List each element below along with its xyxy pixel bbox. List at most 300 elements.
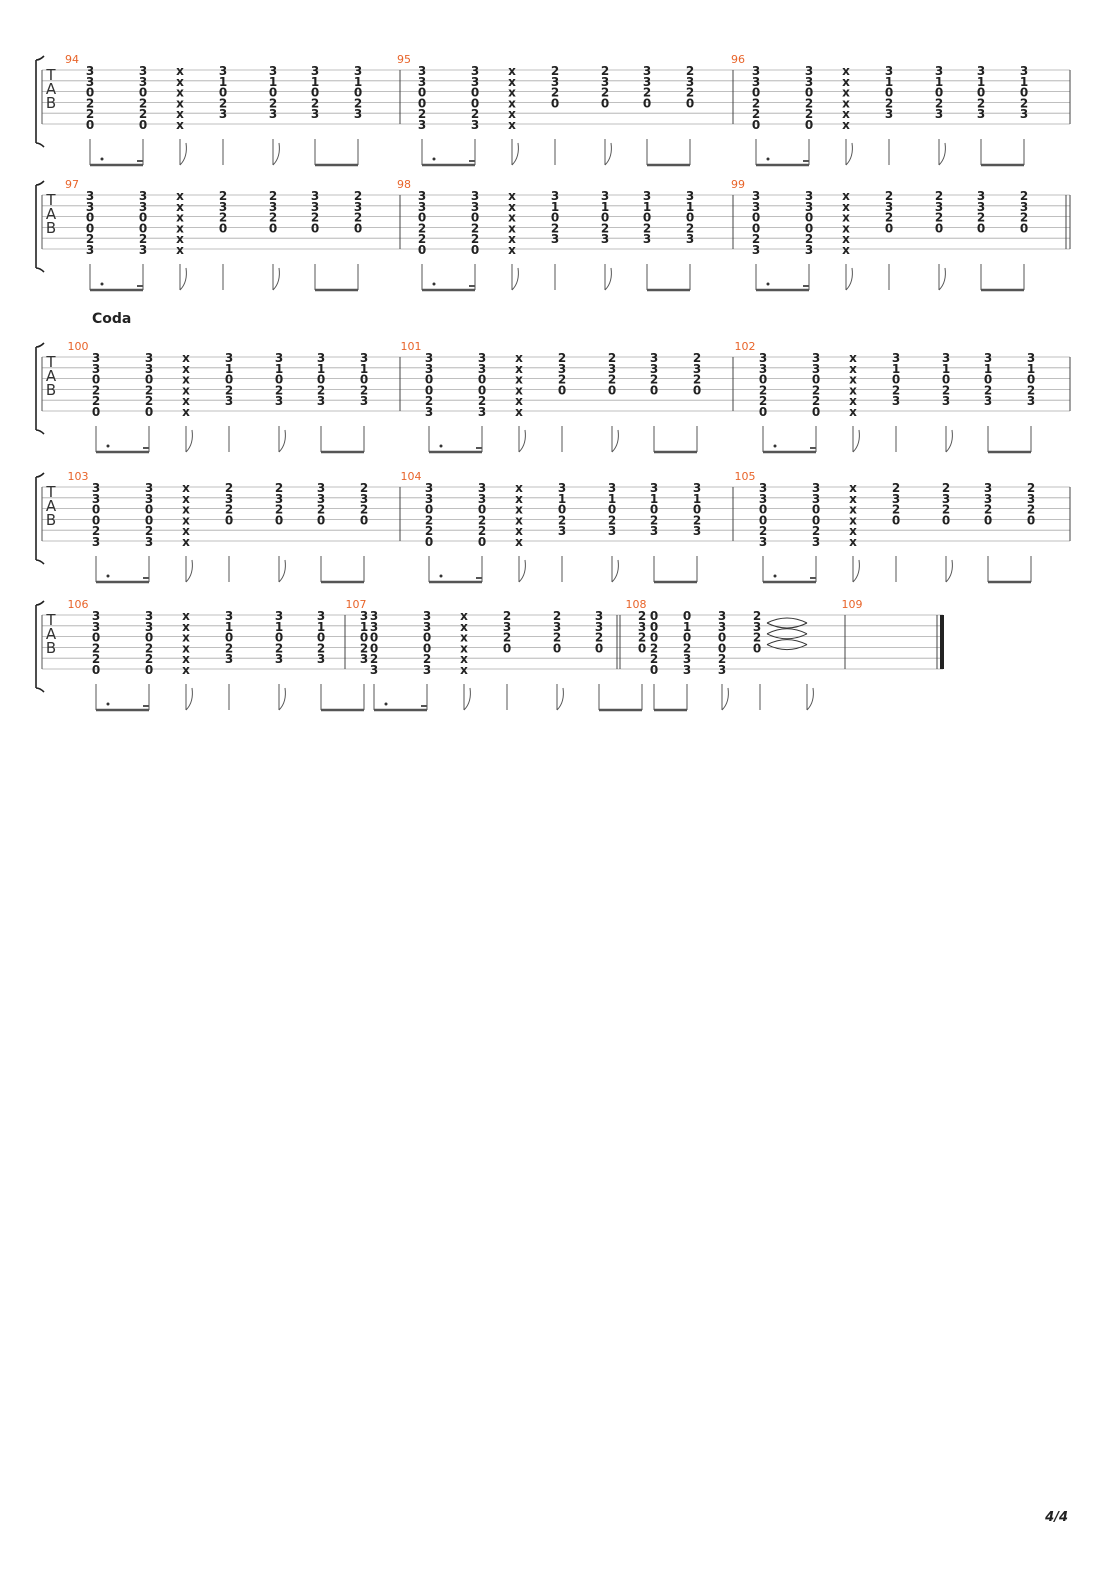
- fret-number: 2: [649, 652, 659, 667]
- fret-number: 2: [224, 383, 234, 398]
- fret-number: x: [182, 502, 190, 517]
- fret-number: x: [515, 361, 523, 376]
- fret-number: 0: [218, 221, 228, 236]
- page-number: 4/4: [1045, 1510, 1068, 1525]
- fret-number: 0: [369, 630, 379, 645]
- fret-number: 2: [891, 502, 901, 517]
- dot: [774, 445, 777, 448]
- fret-number: 0: [417, 210, 427, 225]
- fret-number: 0: [274, 513, 284, 528]
- fret-number: x: [182, 383, 190, 398]
- fret-number: 2: [600, 221, 610, 236]
- fret-number: 2: [424, 524, 434, 539]
- fret-number: 3: [144, 619, 154, 634]
- tie-arc: [767, 640, 807, 645]
- fret-number: x: [849, 524, 857, 539]
- fret-number: 2: [758, 524, 768, 539]
- fret-number: 3: [316, 609, 326, 623]
- note-flag: [807, 688, 813, 710]
- fret-number: 2: [758, 383, 768, 398]
- fret-number: 0: [424, 383, 434, 398]
- dot: [774, 575, 777, 578]
- fret-number: 3: [941, 394, 951, 409]
- fret-number: 0: [218, 85, 228, 100]
- tie-arc: [767, 618, 807, 623]
- fret-number: 1: [642, 199, 652, 214]
- fret-number: 3: [138, 199, 148, 214]
- note-flag: [512, 268, 518, 290]
- fret-number: 0: [422, 630, 432, 645]
- fret-number: 3: [310, 64, 320, 78]
- dot: [101, 283, 104, 286]
- fret-number: 0: [600, 96, 610, 111]
- fret-number: 0: [353, 85, 363, 100]
- fret-number: x: [176, 210, 184, 225]
- fret-number: 0: [884, 85, 894, 100]
- dot: [767, 283, 770, 286]
- fret-number: 0: [477, 383, 487, 398]
- fret-number: x: [508, 74, 516, 89]
- fret-number: 3: [557, 481, 567, 495]
- fret-number: 0: [758, 502, 768, 517]
- fret-number: 2: [424, 394, 434, 409]
- fret-number: 3: [91, 361, 101, 376]
- fret-number: 0: [557, 383, 567, 398]
- fret-number: 3: [424, 361, 434, 376]
- fret-number: 2: [811, 383, 821, 398]
- coda-label: Coda: [92, 311, 132, 327]
- fret-number: 0: [144, 372, 154, 387]
- fret-number: 2: [1026, 502, 1036, 517]
- fret-number: 2: [941, 383, 951, 398]
- fret-number: 2: [811, 524, 821, 539]
- fret-number: 1: [682, 619, 692, 634]
- fret-number: 2: [751, 232, 761, 247]
- fret-number: 3: [891, 491, 901, 506]
- note-flag: [180, 268, 186, 290]
- fret-number: x: [842, 243, 850, 257]
- fret-number: x: [182, 372, 190, 387]
- fret-number: 3: [138, 64, 148, 78]
- note-flag: [557, 688, 563, 710]
- fret-number: 2: [91, 394, 101, 409]
- fret-number: 3: [557, 524, 567, 539]
- fret-number: 0: [144, 513, 154, 528]
- fret-number: x: [176, 199, 184, 214]
- fret-number: 0: [649, 630, 659, 645]
- fret-number: 3: [976, 189, 986, 203]
- fret-number: 2: [85, 107, 95, 122]
- fret-number: 3: [359, 491, 369, 506]
- fret-number: 2: [934, 189, 944, 203]
- fret-number: 3: [1019, 64, 1029, 78]
- fret-number: 0: [310, 221, 320, 236]
- fret-number: 0: [682, 630, 692, 645]
- fret-number: 3: [316, 491, 326, 506]
- fret-number: 2: [804, 232, 814, 247]
- fret-number: 0: [477, 502, 487, 517]
- fret-number: 3: [224, 351, 234, 365]
- fret-number: 2: [268, 96, 278, 111]
- note-flag: [612, 430, 618, 452]
- note-flag: [519, 430, 525, 452]
- fret-number: 3: [417, 199, 427, 214]
- fret-number: 2: [218, 189, 228, 203]
- measure-number: 104: [400, 470, 422, 483]
- fret-number: 0: [642, 96, 652, 111]
- fret-number: 0: [422, 641, 432, 656]
- fret-number: 0: [682, 609, 692, 623]
- fret-number: 3: [934, 107, 944, 122]
- measure-number: 97: [65, 178, 79, 191]
- fret-number: 2: [891, 481, 901, 495]
- tab-clef-letter: B: [45, 511, 57, 529]
- fret-number: 0: [751, 118, 761, 132]
- fret-number: 2: [417, 107, 427, 122]
- tab-clef-letter: A: [45, 625, 57, 643]
- fret-number: 0: [91, 630, 101, 645]
- fret-number: 1: [310, 74, 320, 89]
- fret-number: 3: [144, 481, 154, 495]
- fret-number: 2: [751, 96, 761, 111]
- tab-clef-letter: A: [45, 497, 57, 515]
- fret-number: x: [182, 641, 190, 656]
- note-flag: [722, 688, 728, 710]
- fret-number: 0: [224, 372, 234, 387]
- fret-number: 3: [91, 535, 101, 549]
- note-flag: [853, 560, 859, 582]
- fret-number: 3: [470, 189, 480, 203]
- fret-number: 0: [1019, 85, 1029, 100]
- fret-number: 2: [649, 641, 659, 656]
- fret-number: 2: [884, 96, 894, 111]
- fret-number: 0: [85, 210, 95, 225]
- fret-number: 1: [891, 361, 901, 376]
- fret-number: x: [842, 107, 850, 122]
- fret-number: 3: [941, 351, 951, 365]
- fret-number: x: [508, 118, 516, 132]
- fret-number: 2: [552, 630, 562, 645]
- fret-number: 0: [417, 96, 427, 111]
- fret-number: 3: [682, 652, 692, 667]
- fret-number: 3: [811, 351, 821, 365]
- fret-number: 2: [359, 502, 369, 517]
- note-flag: [273, 143, 279, 165]
- fret-number: 3: [424, 405, 434, 419]
- fret-number: x: [508, 189, 516, 203]
- fret-number: x: [849, 383, 857, 398]
- fret-number: x: [176, 85, 184, 100]
- measure-number: 101: [400, 340, 422, 353]
- fret-number: 0: [941, 513, 951, 528]
- fret-number: 0: [316, 630, 326, 645]
- fret-number: 1: [685, 199, 695, 214]
- fret-number: 0: [502, 641, 512, 656]
- measure-number: 107: [345, 598, 367, 611]
- fret-number: 3: [811, 361, 821, 376]
- fret-number: 3: [649, 351, 659, 365]
- fret-number: 2: [637, 609, 647, 623]
- fret-number: x: [460, 630, 468, 645]
- fret-number: 0: [477, 535, 487, 549]
- fret-number: 3: [224, 394, 234, 409]
- fret-number: 1: [268, 74, 278, 89]
- fret-number: 0: [751, 85, 761, 100]
- fret-number: 2: [557, 351, 567, 365]
- fret-number: 2: [976, 96, 986, 111]
- fret-number: 3: [642, 232, 652, 247]
- fret-number: 3: [552, 619, 562, 634]
- fret-number: x: [182, 630, 190, 645]
- fret-number: 0: [310, 85, 320, 100]
- fret-number: 2: [804, 96, 814, 111]
- fret-number: 0: [692, 502, 702, 517]
- fret-number: 2: [359, 481, 369, 495]
- fret-number: 2: [552, 609, 562, 623]
- fret-number: 0: [470, 85, 480, 100]
- fret-number: x: [182, 663, 190, 677]
- fret-number: 2: [600, 64, 610, 78]
- fret-number: x: [508, 243, 516, 257]
- fret-number: 3: [85, 64, 95, 78]
- fret-number: 1: [274, 361, 284, 376]
- fret-number: 0: [751, 221, 761, 236]
- fret-number: 0: [758, 513, 768, 528]
- fret-number: 2: [607, 351, 617, 365]
- fret-number: 3: [274, 609, 284, 623]
- fret-number: 1: [224, 361, 234, 376]
- fret-number: 0: [1026, 372, 1036, 387]
- fret-number: 2: [811, 394, 821, 409]
- fret-number: 2: [758, 394, 768, 409]
- fret-number: 1: [600, 199, 610, 214]
- fret-number: 2: [470, 232, 480, 247]
- fret-number: 2: [607, 513, 617, 528]
- fret-number: 3: [144, 535, 154, 549]
- fret-number: 2: [144, 652, 154, 667]
- dot: [433, 283, 436, 286]
- fret-number: 2: [1026, 481, 1036, 495]
- fret-number: 0: [224, 630, 234, 645]
- fret-number: 3: [91, 491, 101, 506]
- fret-number: 0: [274, 372, 284, 387]
- fret-number: x: [849, 502, 857, 517]
- note-flag: [612, 560, 618, 582]
- fret-number: 1: [1019, 74, 1029, 89]
- fret-number: 3: [218, 64, 228, 78]
- fret-number: 2: [359, 383, 369, 398]
- fret-number: 3: [941, 491, 951, 506]
- fret-number: 3: [470, 199, 480, 214]
- fret-number: 3: [717, 619, 727, 634]
- dot: [385, 703, 388, 706]
- fret-number: 3: [594, 619, 604, 634]
- fret-number: 3: [685, 189, 695, 203]
- fret-number: 2: [594, 630, 604, 645]
- fret-number: 1: [316, 619, 326, 634]
- fret-number: 2: [692, 513, 702, 528]
- fret-number: 3: [316, 652, 326, 667]
- dot: [433, 158, 436, 161]
- fret-number: 3: [369, 619, 379, 634]
- fret-number: 2: [268, 210, 278, 225]
- fret-number: x: [515, 372, 523, 387]
- fret-number: x: [515, 513, 523, 528]
- fret-number: 3: [752, 619, 762, 634]
- fret-number: 3: [685, 74, 695, 89]
- fret-number: 3: [218, 199, 228, 214]
- fret-number: 2: [224, 502, 234, 517]
- measure-number: 106: [67, 598, 89, 611]
- fret-number: 1: [316, 361, 326, 376]
- fret-number: 2: [417, 232, 427, 247]
- fret-number: 3: [1019, 199, 1029, 214]
- fret-number: 3: [804, 199, 814, 214]
- fret-number: 3: [417, 189, 427, 203]
- fret-number: 2: [218, 96, 228, 111]
- fret-number: 0: [717, 641, 727, 656]
- dot: [107, 445, 110, 448]
- fret-number: 3: [477, 491, 487, 506]
- note-flag: [180, 143, 186, 165]
- fret-number: 2: [557, 372, 567, 387]
- fret-number: 3: [758, 535, 768, 549]
- fret-number: 3: [274, 351, 284, 365]
- fret-number: 0: [268, 85, 278, 100]
- note-flag: [605, 268, 611, 290]
- fret-number: 3: [642, 189, 652, 203]
- fret-number: 2: [470, 107, 480, 122]
- fret-number: 3: [1026, 491, 1036, 506]
- fret-number: 3: [470, 74, 480, 89]
- fret-number: 3: [550, 232, 560, 247]
- fret-number: 1: [224, 619, 234, 634]
- fret-number: 3: [138, 189, 148, 203]
- fret-number: x: [176, 74, 184, 89]
- fret-number: 0: [804, 221, 814, 236]
- fret-number: 3: [85, 74, 95, 89]
- fret-number: 3: [359, 609, 369, 623]
- fret-number: 3: [607, 524, 617, 539]
- fret-number: 3: [600, 189, 610, 203]
- fret-number: 0: [85, 221, 95, 236]
- fret-number: 2: [934, 96, 944, 111]
- dot: [107, 703, 110, 706]
- fret-number: x: [182, 619, 190, 634]
- fret-number: 3: [424, 351, 434, 365]
- fret-number: 3: [91, 619, 101, 634]
- measure-number: 102: [734, 340, 756, 353]
- fret-number: 0: [594, 641, 604, 656]
- fret-number: x: [842, 189, 850, 203]
- fret-number: 3: [692, 524, 702, 539]
- tab-clef-letter: B: [45, 94, 57, 112]
- fret-number: 1: [353, 74, 363, 89]
- fret-number: 0: [685, 210, 695, 225]
- fret-number: 3: [934, 64, 944, 78]
- fret-number: 0: [1019, 221, 1029, 236]
- note-flag: [279, 430, 285, 452]
- fret-number: 3: [717, 663, 727, 677]
- fret-number: 2: [642, 221, 652, 236]
- fret-number: x: [508, 64, 516, 78]
- fret-number: 3: [751, 74, 761, 89]
- fret-number: 0: [934, 221, 944, 236]
- fret-number: 3: [983, 394, 993, 409]
- fret-number: 1: [359, 619, 369, 634]
- fret-number: x: [182, 405, 190, 419]
- fret-number: 0: [976, 221, 986, 236]
- fret-number: 3: [91, 609, 101, 623]
- measure-number: 96: [731, 53, 745, 66]
- fret-number: 3: [353, 64, 363, 78]
- fret-number: 3: [274, 491, 284, 506]
- fret-number: 2: [144, 383, 154, 398]
- fret-number: 1: [607, 491, 617, 506]
- fret-number: x: [460, 619, 468, 634]
- fret-number: 2: [607, 372, 617, 387]
- fret-number: 2: [138, 96, 148, 111]
- fret-number: 3: [751, 199, 761, 214]
- measure-number: 98: [397, 178, 411, 191]
- fret-number: 0: [685, 96, 695, 111]
- fret-number: 2: [751, 107, 761, 122]
- note-flag: [186, 430, 192, 452]
- fret-number: 3: [417, 64, 427, 78]
- fret-number: 3: [649, 361, 659, 376]
- fret-number: x: [849, 351, 857, 365]
- fret-number: 2: [976, 210, 986, 225]
- fret-number: 2: [310, 210, 320, 225]
- fret-number: 0: [552, 641, 562, 656]
- fret-number: 0: [758, 405, 768, 419]
- measure-number: 94: [65, 53, 79, 66]
- fret-number: 0: [85, 118, 95, 132]
- fret-number: 3: [369, 609, 379, 623]
- fret-number: 0: [144, 630, 154, 645]
- fret-number: 3: [91, 351, 101, 365]
- fret-number: x: [508, 232, 516, 247]
- fret-number: 1: [649, 491, 659, 506]
- fret-number: 0: [934, 85, 944, 100]
- fret-number: 1: [550, 199, 560, 214]
- fret-number: 0: [976, 85, 986, 100]
- fret-number: x: [515, 394, 523, 409]
- note-flag: [273, 268, 279, 290]
- fret-number: x: [460, 652, 468, 667]
- fret-number: 3: [804, 243, 814, 257]
- fret-number: 3: [607, 361, 617, 376]
- fret-number: 2: [752, 630, 762, 645]
- fret-number: 3: [717, 609, 727, 623]
- fret-number: 3: [268, 107, 278, 122]
- fret-number: 2: [891, 383, 901, 398]
- fret-number: x: [176, 107, 184, 122]
- fret-number: 3: [751, 189, 761, 203]
- fret-number: x: [515, 405, 523, 419]
- fret-number: 3: [983, 481, 993, 495]
- fret-number: 0: [91, 502, 101, 517]
- fret-number: 3: [685, 232, 695, 247]
- fret-number: 2: [274, 502, 284, 517]
- fret-number: 2: [144, 394, 154, 409]
- fret-number: 2: [550, 221, 560, 236]
- fret-number: 2: [682, 641, 692, 656]
- fret-number: 0: [224, 513, 234, 528]
- fret-number: 0: [717, 630, 727, 645]
- fret-number: 2: [477, 513, 487, 528]
- fret-number: x: [182, 351, 190, 365]
